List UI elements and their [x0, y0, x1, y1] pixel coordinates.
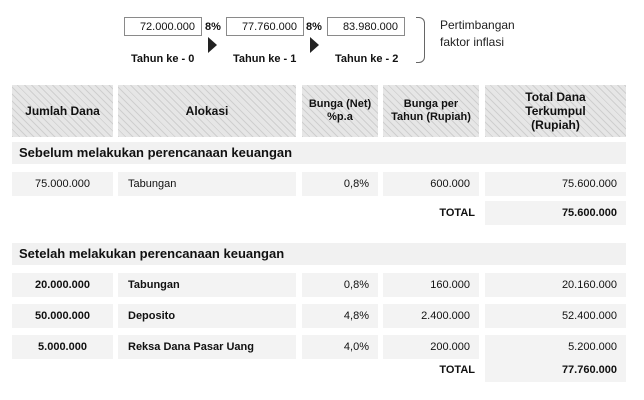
- header-bunga-net-line2: %p.a: [327, 111, 353, 123]
- cell-bunga-tahun: 600.000: [383, 172, 479, 196]
- year-2-label: Tahun ke - 2: [335, 53, 399, 65]
- cell-bunga: 4,0%: [302, 335, 378, 359]
- header-bunga-tahun-line2: Tahun (Rupiah): [391, 111, 471, 123]
- cell-total: 20.160.000: [485, 273, 626, 297]
- year-0-value: 72.000.000: [124, 17, 202, 36]
- cell-alokasi: Deposito: [118, 304, 296, 328]
- note-line-2: faktor inflasi: [440, 35, 505, 49]
- after-total-label: TOTAL: [439, 364, 475, 376]
- before-total-label: TOTAL: [439, 207, 475, 219]
- bracket: [416, 17, 425, 63]
- header-total-line2: Terkumpul: [525, 104, 586, 118]
- cell-bunga: 0,8%: [302, 273, 378, 297]
- header-bunga-net-line1: Bunga (Net): [308, 98, 372, 110]
- after-total-value: 77.760.000: [485, 358, 626, 382]
- inflation-rate-1: 8%: [205, 21, 221, 33]
- cell-bunga: 4,8%: [302, 304, 378, 328]
- cell-alokasi: Tabungan: [118, 273, 296, 297]
- cell-bunga-tahun: 160.000: [383, 273, 479, 297]
- cell-bunga-tahun: 200.000: [383, 335, 479, 359]
- section-after-title: Setelah melakukan perencanaan keuangan: [12, 243, 626, 265]
- year-2-value: 83.980.000: [327, 17, 405, 36]
- note-line-1: Pertimbangan: [440, 18, 515, 32]
- year-1-label: Tahun ke - 1: [233, 53, 297, 65]
- section-before-title: Sebelum melakukan perencanaan keuangan: [12, 142, 626, 164]
- header-bunga-net: [302, 85, 378, 137]
- before-total-value: 75.600.000: [485, 201, 626, 225]
- arrow-right-icon: [208, 37, 217, 53]
- cell-total: 52.400.000: [485, 304, 626, 328]
- header-total-line3: (Rupiah): [531, 118, 580, 132]
- cell-bunga-tahun: 2.400.000: [383, 304, 479, 328]
- header-alokasi: [118, 85, 296, 137]
- year-1-value: 77.760.000: [226, 17, 304, 36]
- cell-total: 5.200.000: [485, 335, 626, 359]
- header-total-line1: Total Dana: [525, 90, 586, 104]
- header-jumlah-text: Jumlah Dana: [25, 104, 100, 118]
- cell-alokasi: Tabungan: [118, 172, 296, 196]
- cell-total: 75.600.000: [485, 172, 626, 196]
- header-alokasi-text: Alokasi: [185, 104, 229, 118]
- cell-jumlah: 75.000.000: [12, 172, 113, 196]
- cell-jumlah: 5.000.000: [12, 335, 113, 359]
- arrow-right-icon: [310, 37, 319, 53]
- cell-bunga: 0,8%: [302, 172, 378, 196]
- cell-jumlah: 50.000.000: [12, 304, 113, 328]
- header-jumlah-dana: [12, 85, 113, 137]
- header-bunga-tahun-line1: Bunga per: [403, 98, 459, 110]
- header-total: [485, 85, 626, 137]
- year-0-label: Tahun ke - 0: [131, 53, 195, 65]
- cell-jumlah: 20.000.000: [12, 273, 113, 297]
- inflation-rate-2: 8%: [306, 21, 322, 33]
- cell-alokasi: Reksa Dana Pasar Uang: [118, 335, 296, 359]
- header-bunga-tahun: [383, 85, 479, 137]
